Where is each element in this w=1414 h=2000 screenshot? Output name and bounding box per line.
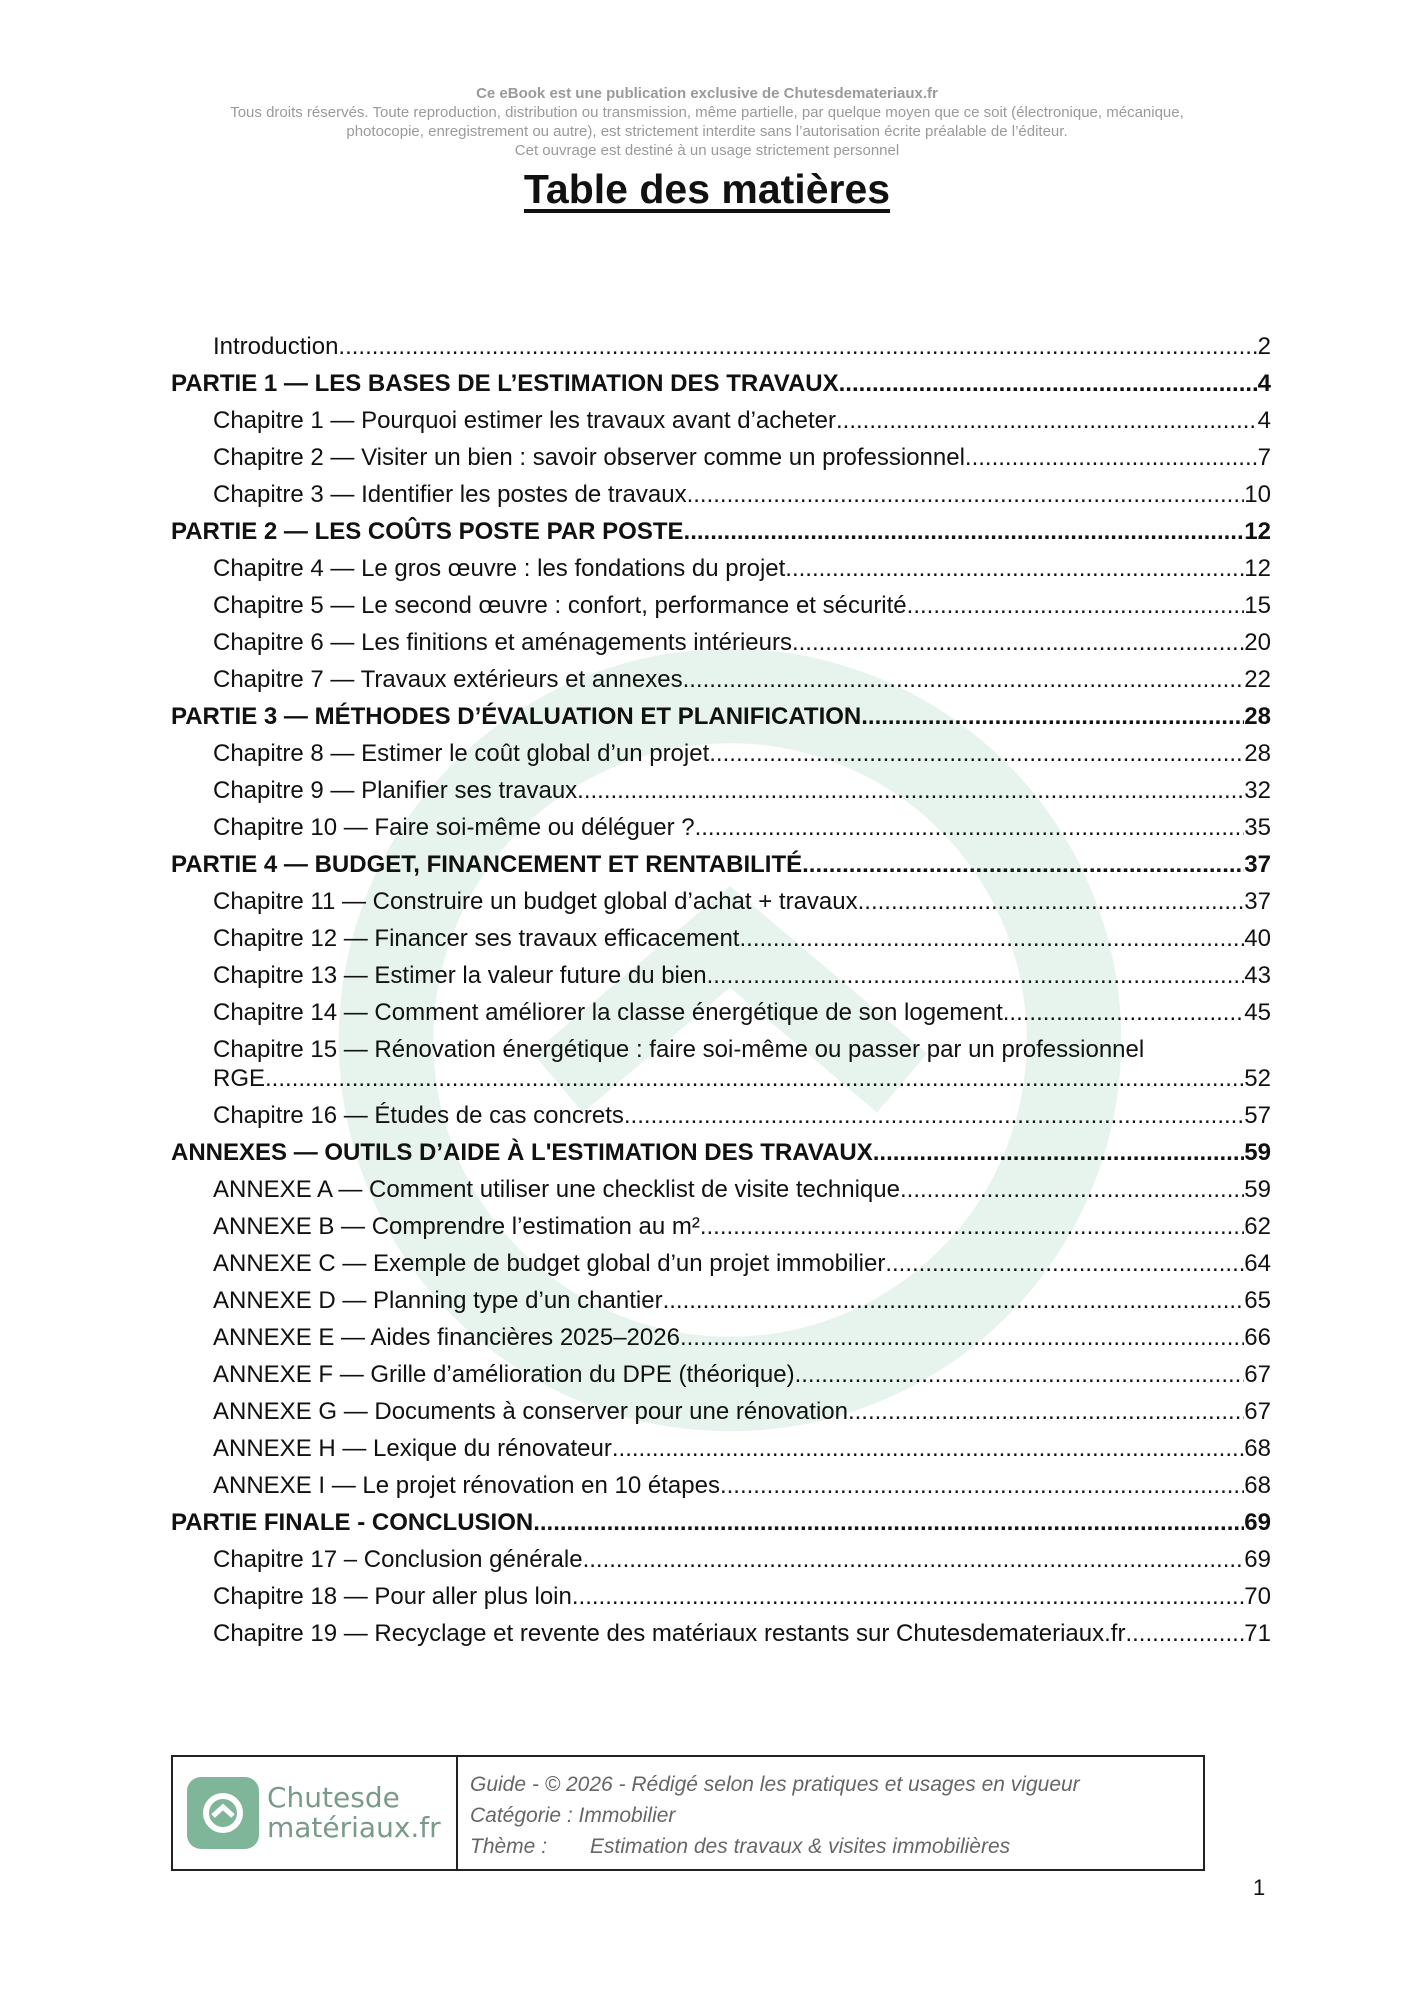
brand-logo-text: Chutesde matériaux.fr [267,1781,441,1844]
toc-entry-chapitre-9[interactable]: Chapitre 9 — Planifier ses travaux ..... 32 [171,772,1271,809]
toc-entry-chapitre-15[interactable]: Chapitre 15 — Rénovation énergétique : faire soi-même ou passer par un professionnel RGE ..... 52 [171,1031,1271,1097]
toc-entry-annexe-d[interactable]: ANNEXE D — Planning type d’un chantier ..... 65 [171,1282,1271,1319]
page-title: Table des matières [523,166,891,212]
toc-entry-chapitre-10[interactable]: Chapitre 10 — Faire soi-même ou déléguer ? ..... 35 [171,809,1271,846]
footer-category: Catégorie : Immobilier [470,1804,676,1827]
toc-entry-chapitre-18[interactable]: Chapitre 18 — Pour aller plus loin ..... 70 [171,1578,1271,1615]
toc-entry-introduction[interactable]: Introduction ..... 2 [171,328,1271,365]
toc-entry-annexe-c[interactable]: ANNEXE C — Exemple de budget global d’un projet immobilier ..... 64 [171,1245,1271,1282]
footer-guide: Guide - © 2026 - Rédigé selon les pratiques et usages en vigueur [470,1773,1080,1796]
toc-entry-chapitre-12[interactable]: Chapitre 12 — Financer ses travaux efficacement ..... 40 [171,920,1271,957]
toc-entry-annexe-a[interactable]: ANNEXE A — Comment utiliser une checklist de visite technique ..... 59 [171,1171,1271,1208]
toc-entry-chapitre-2[interactable]: Chapitre 2 — Visiter un bien : savoir observer comme un professionnel ..... 7 [171,439,1271,476]
toc-entry-chapitre-1[interactable]: Chapitre 1 — Pourquoi estimer les travaux avant d’acheter ..... 4 [171,402,1271,439]
toc-entry-chapitre-17[interactable]: Chapitre 17 – Conclusion générale ..... 69 [171,1541,1271,1578]
notice-line-3: photocopie, enregistrement ou autre), est strictement interdite sans l’autorisation écrite préalable de l’éditeur. [346,123,1068,140]
notice-line-4: Cet ouvrage est destiné à un usage strictement personnel [514,142,900,159]
toc-entry-annexe-i[interactable]: ANNEXE I — Le projet rénovation en 10 étapes ..... 68 [171,1467,1271,1504]
toc-entry-chapitre-16[interactable]: Chapitre 16 — Études de cas concrets ..... 57 [171,1097,1271,1134]
toc-entry-partie-4[interactable]: PARTIE 4 — BUDGET, FINANCEMENT ET RENTABILITÉ ..... 37 [171,846,1271,883]
brand-logo-icon [187,1777,259,1849]
toc-entry-annexe-f[interactable]: ANNEXE F — Grille d’amélioration du DPE (théorique) ..... 67 [171,1356,1271,1393]
toc-entry-annexe-b[interactable]: ANNEXE B — Comprendre l’estimation au m² ..... 62 [171,1208,1271,1245]
footer-metadata [458,1757,1080,1869]
notice-line-1: Ce eBook est une publication exclusive de Chutesdemateriaux.fr [476,85,938,102]
footer-theme: Thème : Estimation des travaux & visites immobilières [470,1835,1011,1858]
toc-entry-partie-1[interactable]: PARTIE 1 — LES BASES DE L’ESTIMATION DES TRAVAUX ..... 4 [171,365,1271,402]
toc-entry-annexes[interactable]: ANNEXES — OUTILS D’AIDE À L'ESTIMATION DES TRAVAUX ..... 59 [171,1134,1271,1171]
toc-entry-chapitre-11[interactable]: Chapitre 11 — Construire un budget global d’achat + travaux ..... 37 [171,883,1271,920]
toc-entry-partie-2[interactable]: PARTIE 2 — LES COÛTS POSTE PAR POSTE ..... 12 [171,513,1271,550]
page-number: 1 [1253,1875,1266,1900]
brand-logo [173,1757,458,1869]
notice-line-2: Tous droits réservés. Toute reproduction, distribution ou transmission, même partielle, par quelque moyen que ce soit (électronique, mécanique, [230,104,1184,121]
toc-entry-chapitre-14[interactable]: Chapitre 14 — Comment améliorer la classe énergétique de son logement ..... 45 [171,994,1271,1031]
toc-entry-chapitre-5[interactable]: Chapitre 5 — Le second œuvre : confort, performance et sécurité ..... 15 [171,587,1271,624]
toc-entry-partie-finale[interactable]: PARTIE FINALE - CONCLUSION ..... 69 [171,1504,1271,1541]
toc-entry-annexe-g[interactable]: ANNEXE G — Documents à conserver pour une rénovation ..... 67 [171,1393,1271,1430]
copyright-notice [150,84,1264,160]
toc-entry-chapitre-19[interactable]: Chapitre 19 — Recyclage et revente des matériaux restants sur Chutesdemateriaux.fr ..... 71 [171,1615,1271,1652]
footer-info-box [171,1755,1205,1871]
toc-entry-annexe-e[interactable]: ANNEXE E — Aides financières 2025–2026 ..... 66 [171,1319,1271,1356]
toc-entry-chapitre-7[interactable]: Chapitre 7 — Travaux extérieurs et annexes ..... 22 [171,661,1271,698]
toc-entry-chapitre-6[interactable]: Chapitre 6 — Les finitions et aménagements intérieurs ..... 20 [171,624,1271,661]
toc-entry-chapitre-8[interactable]: Chapitre 8 — Estimer le coût global d’un projet ..... 28 [171,735,1271,772]
toc-entry-chapitre-4[interactable]: Chapitre 4 — Le gros œuvre : les fondations du projet ..... 12 [171,550,1271,587]
toc-entry-annexe-h[interactable]: ANNEXE H — Lexique du rénovateur ..... 68 [171,1430,1271,1467]
toc-entry-chapitre-13[interactable]: Chapitre 13 — Estimer la valeur future du bien ..... 43 [171,957,1271,994]
toc-entry-partie-3[interactable]: PARTIE 3 — MÉTHODES D’ÉVALUATION ET PLANIFICATION ..... 28 [171,698,1271,735]
toc-entry-chapitre-3[interactable]: Chapitre 3 — Identifier les postes de travaux ..... 10 [171,476,1271,513]
table-of-contents [171,328,1271,1652]
